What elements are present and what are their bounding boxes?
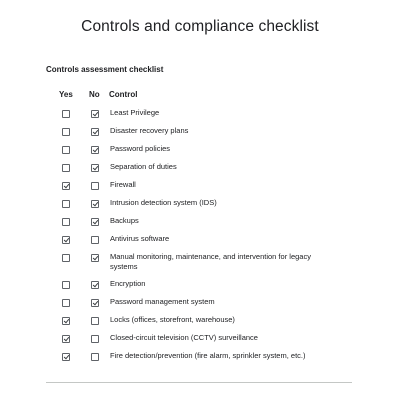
yes-checkbox[interactable] [62, 236, 70, 244]
control-label: Backups [110, 216, 139, 225]
yes-checkbox[interactable] [62, 218, 70, 226]
no-checkbox[interactable] [91, 317, 99, 325]
control-label: Password policies [110, 144, 171, 153]
yes-checkbox[interactable] [62, 110, 70, 118]
no-checkbox[interactable] [91, 353, 99, 361]
control-label: Antivirus software [110, 234, 170, 243]
control-label: Password management system [110, 297, 215, 306]
yes-checkbox[interactable] [62, 317, 70, 325]
column-header-no: No [89, 90, 100, 99]
control-label: Encryption [110, 279, 146, 288]
yes-checkbox[interactable] [62, 164, 70, 172]
control-label: Firewall [110, 180, 136, 189]
control-label: Intrusion detection system (IDS) [110, 198, 217, 207]
page-title: Controls and compliance checklist [81, 18, 319, 35]
no-checkbox[interactable] [91, 236, 99, 244]
no-checkbox[interactable] [91, 335, 99, 343]
no-checkbox[interactable] [91, 218, 99, 226]
control-label: Locks (offices, storefront, warehouse) [110, 315, 235, 324]
no-checkbox[interactable] [91, 164, 99, 172]
yes-checkbox[interactable] [62, 146, 70, 154]
checklist-row [0, 353, 400, 371]
no-checkbox[interactable] [91, 299, 99, 307]
checklist-row [0, 254, 400, 272]
control-label: Disaster recovery plans [110, 126, 189, 135]
yes-checkbox[interactable] [62, 182, 70, 190]
yes-checkbox[interactable] [62, 281, 70, 289]
yes-checkbox[interactable] [62, 335, 70, 343]
yes-checkbox[interactable] [62, 353, 70, 361]
control-label: Separation of duties [110, 162, 177, 171]
no-checkbox[interactable] [91, 110, 99, 118]
control-label: Fire detection/prevention (fire alarm, sprinkler system, etc.) [110, 351, 306, 360]
yes-checkbox[interactable] [62, 128, 70, 136]
yes-checkbox[interactable] [62, 200, 70, 208]
no-checkbox[interactable] [91, 182, 99, 190]
no-checkbox[interactable] [91, 254, 99, 262]
control-label: Closed-circuit television (CCTV) surveillance [110, 333, 258, 342]
control-label: Manual monitoring, maintenance, and intervention for legacy systems [110, 252, 311, 271]
no-checkbox[interactable] [91, 281, 99, 289]
no-checkbox[interactable] [91, 128, 99, 136]
no-checkbox[interactable] [91, 146, 99, 154]
control-label: Least Privilege [110, 108, 160, 117]
column-header-control: Control [109, 90, 138, 99]
section-title: Controls assessment checklist [46, 65, 164, 74]
no-checkbox[interactable] [91, 200, 99, 208]
yes-checkbox[interactable] [62, 299, 70, 307]
divider [46, 382, 352, 383]
column-header-yes: Yes [59, 90, 73, 99]
yes-checkbox[interactable] [62, 254, 70, 262]
